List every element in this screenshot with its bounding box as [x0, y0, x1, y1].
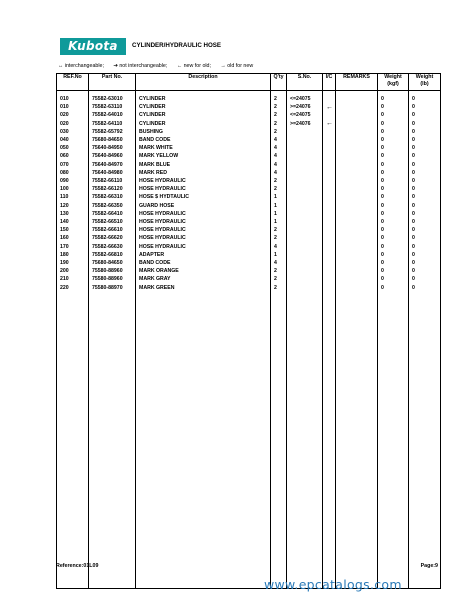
row-weight-lb: 0	[409, 267, 441, 275]
row-weight-kgf: 0	[378, 193, 409, 201]
row-description: MARK WHITE	[136, 144, 271, 152]
row-qty: 2	[271, 111, 287, 119]
row-weight-lb: 0	[409, 120, 441, 128]
row-description: HOSE HYDRAULIC	[136, 226, 271, 234]
row-serial-no	[287, 284, 323, 292]
row-weight-kgf: 0	[378, 210, 409, 218]
row-serial-no	[287, 161, 323, 169]
blank-cell	[409, 292, 441, 589]
table-row	[57, 120, 441, 128]
row-remarks	[336, 193, 378, 201]
row-ic	[323, 152, 336, 160]
row-ic	[323, 136, 336, 144]
row-ic	[323, 234, 336, 242]
page-number: Page:9	[420, 563, 438, 569]
row-weight-kgf: 0	[378, 275, 409, 283]
row-ic: ←	[323, 120, 336, 128]
row-serial-no	[287, 202, 323, 210]
row-ref-no: 070	[57, 161, 89, 169]
col-qty: Q'ty	[271, 74, 287, 91]
row-description: MARK ORANGE	[136, 267, 271, 275]
blank-cell	[287, 292, 323, 589]
table-row	[57, 284, 441, 292]
table-row	[57, 103, 441, 111]
row-remarks	[336, 136, 378, 144]
col-ref-no: REF.No	[57, 74, 89, 91]
row-ic	[323, 259, 336, 267]
row-description: BUSHING	[136, 128, 271, 136]
row-weight-kgf: 0	[378, 161, 409, 169]
row-description: HOSE HYDRAULIC	[136, 218, 271, 226]
row-weight-lb: 0	[409, 177, 441, 185]
row-weight-kgf: 0	[378, 259, 409, 267]
col-weight-kgf: Weight (kgf)	[378, 74, 409, 91]
row-weight-lb: 0	[409, 136, 441, 144]
blank-cell	[271, 292, 287, 589]
row-part-no: 75580-88960	[89, 267, 136, 275]
row-ref-no: 010	[57, 103, 89, 111]
row-part-no: 75582-63010	[89, 95, 136, 103]
row-remarks	[336, 243, 378, 251]
row-remarks	[336, 202, 378, 210]
row-ic	[323, 226, 336, 234]
row-ic	[323, 267, 336, 275]
row-weight-lb: 0	[409, 251, 441, 259]
row-remarks	[336, 144, 378, 152]
row-ref-no: 170	[57, 243, 89, 251]
blank-area-row	[57, 292, 441, 589]
row-qty: 2	[271, 275, 287, 283]
table-row	[57, 185, 441, 193]
row-description: HOSE HYDRAULIC	[136, 234, 271, 242]
row-ic	[323, 275, 336, 283]
col-weight-lb: Weight (lb)	[409, 74, 441, 91]
table-row	[57, 251, 441, 259]
row-qty: 2	[271, 120, 287, 128]
row-qty: 4	[271, 169, 287, 177]
blank-cell	[57, 292, 89, 589]
row-serial-no	[287, 144, 323, 152]
row-ref-no: 130	[57, 210, 89, 218]
row-ref-no: 180	[57, 251, 89, 259]
parts-table	[56, 73, 441, 589]
row-part-no: 75582-66810	[89, 251, 136, 259]
table-row	[57, 161, 441, 169]
row-qty: 2	[271, 185, 287, 193]
row-part-no: 75582-65792	[89, 128, 136, 136]
row-ref-no: 020	[57, 111, 89, 119]
col-description: Description	[136, 74, 271, 91]
row-qty: 4	[271, 243, 287, 251]
row-description: HOSE HYDRAULIC	[136, 210, 271, 218]
table-row	[57, 226, 441, 234]
row-part-no: 75582-66620	[89, 234, 136, 242]
row-weight-kgf: 0	[378, 218, 409, 226]
row-remarks	[336, 177, 378, 185]
row-weight-kgf: 0	[378, 95, 409, 103]
row-weight-lb: 0	[409, 169, 441, 177]
row-part-no: 75582-66510	[89, 218, 136, 226]
row-weight-lb: 0	[409, 161, 441, 169]
row-ref-no: 110	[57, 193, 89, 201]
col-part-no: Part No.	[89, 74, 136, 91]
row-ref-no: 030	[57, 128, 89, 136]
table-row	[57, 210, 441, 218]
row-weight-lb: 0	[409, 210, 441, 218]
row-serial-no: <=24075	[287, 111, 323, 119]
row-description: MARK RED	[136, 169, 271, 177]
row-part-no: 75640-84980	[89, 169, 136, 177]
page-title: CYLINDER/HYDRAULIC HOSE	[132, 42, 222, 49]
row-ic	[323, 177, 336, 185]
row-remarks	[336, 128, 378, 136]
row-qty: 2	[271, 234, 287, 242]
row-weight-kgf: 0	[378, 120, 409, 128]
table-row	[57, 144, 441, 152]
row-weight-lb: 0	[409, 259, 441, 267]
table-header-row	[57, 74, 441, 91]
row-remarks	[336, 259, 378, 267]
table-row	[57, 128, 441, 136]
row-weight-kgf: 0	[378, 251, 409, 259]
row-serial-no	[287, 185, 323, 193]
row-ref-no: 080	[57, 169, 89, 177]
row-weight-lb: 0	[409, 128, 441, 136]
row-qty: 1	[271, 210, 287, 218]
row-part-no: 75582-66110	[89, 177, 136, 185]
row-ref-no: 050	[57, 144, 89, 152]
row-weight-lb: 0	[409, 193, 441, 201]
row-serial-no	[287, 193, 323, 201]
row-ic	[323, 243, 336, 251]
row-weight-kgf: 0	[378, 144, 409, 152]
row-remarks	[336, 226, 378, 234]
row-weight-kgf: 0	[378, 103, 409, 111]
row-part-no: 75582-64010	[89, 111, 136, 119]
col-serial-no: S.No.	[287, 74, 323, 91]
parts-sheet	[52, 30, 444, 575]
row-qty: 2	[271, 226, 287, 234]
row-weight-lb: 0	[409, 202, 441, 210]
row-part-no: 75640-84970	[89, 161, 136, 169]
row-remarks	[336, 95, 378, 103]
row-qty: 4	[271, 161, 287, 169]
row-part-no: 75640-84950	[89, 144, 136, 152]
row-ic	[323, 210, 336, 218]
row-part-no: 75582-66410	[89, 210, 136, 218]
row-serial-no	[287, 210, 323, 218]
row-ref-no: 120	[57, 202, 89, 210]
legend-not-interchangeable: ➔ not interchangeable;	[113, 63, 168, 69]
row-remarks	[336, 111, 378, 119]
row-weight-lb: 0	[409, 218, 441, 226]
row-remarks	[336, 267, 378, 275]
row-ic	[323, 218, 336, 226]
table-row	[57, 111, 441, 119]
row-ic	[323, 161, 336, 169]
row-part-no: 75680-84650	[89, 136, 136, 144]
row-weight-kgf: 0	[378, 234, 409, 242]
table-row	[57, 267, 441, 275]
row-description: BAND CODE	[136, 259, 271, 267]
row-ref-no: 160	[57, 234, 89, 242]
table-row	[57, 234, 441, 242]
row-weight-kgf: 0	[378, 111, 409, 119]
row-remarks	[336, 234, 378, 242]
row-ref-no: 010	[57, 95, 89, 103]
row-serial-no	[287, 259, 323, 267]
row-weight-lb: 0	[409, 275, 441, 283]
table-row	[57, 218, 441, 226]
row-ref-no: 090	[57, 177, 89, 185]
row-part-no: 75680-84650	[89, 259, 136, 267]
row-part-no: 75582-66310	[89, 193, 136, 201]
legend-new-for-old: ← new for old;	[176, 63, 211, 69]
row-description: GUARD HOSE	[136, 202, 271, 210]
row-remarks	[336, 275, 378, 283]
row-weight-lb: 0	[409, 144, 441, 152]
row-ref-no: 220	[57, 284, 89, 292]
row-remarks	[336, 284, 378, 292]
row-description: BAND CODE	[136, 136, 271, 144]
row-weight-lb: 0	[409, 284, 441, 292]
blank-cell	[136, 292, 271, 589]
row-remarks	[336, 103, 378, 111]
row-qty: 2	[271, 103, 287, 111]
row-ref-no: 060	[57, 152, 89, 160]
row-part-no: 75582-66120	[89, 185, 136, 193]
row-weight-kgf: 0	[378, 185, 409, 193]
row-weight-kgf: 0	[378, 226, 409, 234]
row-ref-no: 140	[57, 218, 89, 226]
row-qty: 1	[271, 193, 287, 201]
row-qty: 4	[271, 259, 287, 267]
legend-interchangeable: ↔ interchangeable;	[58, 63, 104, 69]
table-row	[57, 243, 441, 251]
blank-cell	[378, 292, 409, 589]
row-ic	[323, 193, 336, 201]
row-serial-no	[287, 177, 323, 185]
row-remarks	[336, 251, 378, 259]
row-qty: 2	[271, 177, 287, 185]
row-weight-kgf: 0	[378, 243, 409, 251]
row-description: CYLINDER	[136, 120, 271, 128]
row-remarks	[336, 152, 378, 160]
row-remarks	[336, 120, 378, 128]
blank-cell	[89, 292, 136, 589]
row-serial-no	[287, 128, 323, 136]
row-description: MARK BLUE	[136, 161, 271, 169]
row-serial-no	[287, 251, 323, 259]
watermark-text: www.epcatalogs.com	[264, 577, 402, 592]
table-row	[57, 193, 441, 201]
row-qty: 1	[271, 202, 287, 210]
row-qty: 1	[271, 218, 287, 226]
row-qty: 1	[271, 251, 287, 259]
row-ref-no: 210	[57, 275, 89, 283]
row-weight-lb: 0	[409, 111, 441, 119]
row-ic	[323, 169, 336, 177]
row-ref-no: 200	[57, 267, 89, 275]
row-weight-kgf: 0	[378, 169, 409, 177]
row-serial-no: >=24076	[287, 103, 323, 111]
row-serial-no	[287, 152, 323, 160]
row-weight-kgf: 0	[378, 152, 409, 160]
row-serial-no: >=24076	[287, 120, 323, 128]
row-description: MARK YELLOW	[136, 152, 271, 160]
row-weight-lb: 0	[409, 226, 441, 234]
row-weight-kgf: 0	[378, 284, 409, 292]
row-weight-kgf: 0	[378, 136, 409, 144]
row-part-no: 75582-66350	[89, 202, 136, 210]
row-description: CYLINDER	[136, 95, 271, 103]
table-row	[57, 169, 441, 177]
row-ic	[323, 128, 336, 136]
row-description: CYLINDER	[136, 103, 271, 111]
row-part-no: 75582-64110	[89, 120, 136, 128]
table-row	[57, 152, 441, 160]
col-remarks: REMARKS	[336, 74, 378, 91]
row-ic	[323, 185, 336, 193]
interchangeability-legend	[58, 63, 261, 69]
row-description: HOSE $ HYDTAULIC	[136, 193, 271, 201]
row-ref-no: 020	[57, 120, 89, 128]
row-description: HOSE HYDRAULIC	[136, 177, 271, 185]
row-weight-kgf: 0	[378, 177, 409, 185]
row-serial-no	[287, 275, 323, 283]
reference-footer: Reference:01L09	[56, 563, 99, 569]
row-weight-kgf: 0	[378, 128, 409, 136]
row-ref-no: 100	[57, 185, 89, 193]
row-weight-lb: 0	[409, 103, 441, 111]
row-weight-lb: 0	[409, 95, 441, 103]
row-description: CYLINDER	[136, 111, 271, 119]
row-serial-no: <=24075	[287, 95, 323, 103]
row-remarks	[336, 210, 378, 218]
row-part-no: 75580-88960	[89, 275, 136, 283]
row-ic	[323, 251, 336, 259]
row-part-no: 75582-66630	[89, 243, 136, 251]
row-part-no: 75640-84960	[89, 152, 136, 160]
row-weight-kgf: 0	[378, 267, 409, 275]
row-serial-no	[287, 169, 323, 177]
row-part-no: 75580-88970	[89, 284, 136, 292]
row-ref-no: 040	[57, 136, 89, 144]
blank-cell	[336, 292, 378, 589]
row-ic: ←	[323, 103, 336, 111]
row-part-no: 75582-66610	[89, 226, 136, 234]
row-qty: 4	[271, 144, 287, 152]
table-row	[57, 177, 441, 185]
row-remarks	[336, 218, 378, 226]
row-qty: 2	[271, 284, 287, 292]
parts-table-body	[57, 91, 441, 589]
row-description: MARK GRAY	[136, 275, 271, 283]
table-row	[57, 202, 441, 210]
kubota-logo: Kubota	[60, 38, 126, 55]
row-remarks	[336, 169, 378, 177]
row-qty: 4	[271, 152, 287, 160]
row-weight-lb: 0	[409, 234, 441, 242]
row-weight-lb: 0	[409, 152, 441, 160]
row-serial-no	[287, 218, 323, 226]
row-qty: 4	[271, 136, 287, 144]
row-serial-no	[287, 234, 323, 242]
row-ref-no: 190	[57, 259, 89, 267]
row-qty: 2	[271, 128, 287, 136]
blank-cell	[323, 292, 336, 589]
row-weight-lb: 0	[409, 243, 441, 251]
row-serial-no	[287, 136, 323, 144]
row-ic	[323, 144, 336, 152]
row-ic	[323, 284, 336, 292]
row-ic	[323, 111, 336, 119]
row-serial-no	[287, 267, 323, 275]
row-weight-kgf: 0	[378, 202, 409, 210]
row-ic	[323, 95, 336, 103]
table-row	[57, 275, 441, 283]
row-part-no: 75582-63110	[89, 103, 136, 111]
row-description: MARK GREEN	[136, 284, 271, 292]
table-row	[57, 136, 441, 144]
row-description: ADAPTER	[136, 251, 271, 259]
row-description: HOSE HYDRAULIC	[136, 185, 271, 193]
row-remarks	[336, 161, 378, 169]
table-row	[57, 95, 441, 103]
row-qty: 2	[271, 95, 287, 103]
row-serial-no	[287, 226, 323, 234]
row-remarks	[336, 185, 378, 193]
row-serial-no	[287, 243, 323, 251]
row-ref-no: 150	[57, 226, 89, 234]
legend-old-for-new: → old for new	[220, 63, 254, 69]
row-qty: 2	[271, 267, 287, 275]
table-row	[57, 259, 441, 267]
col-ic: I/C	[323, 74, 336, 91]
row-weight-lb: 0	[409, 185, 441, 193]
row-description: HOSE HYDRAULIC	[136, 243, 271, 251]
row-ic	[323, 202, 336, 210]
